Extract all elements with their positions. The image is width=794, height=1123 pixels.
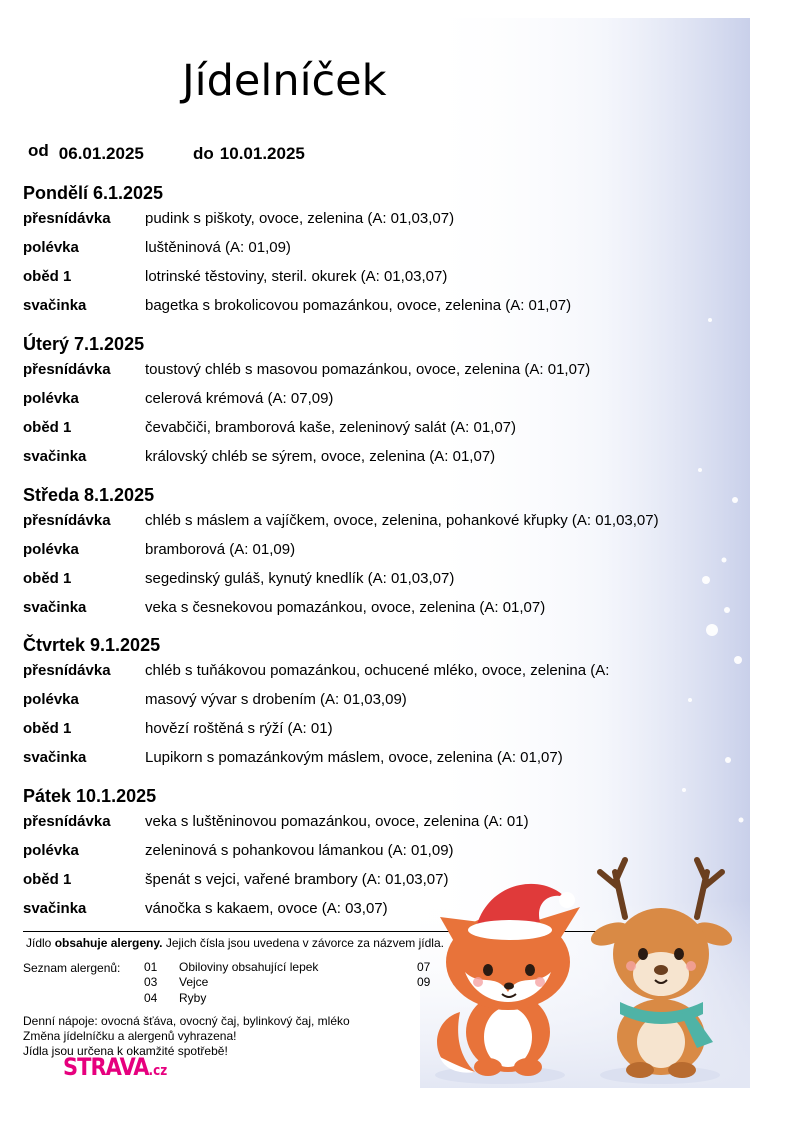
allergen-code: 07 [417,960,431,974]
meal-type: polévka [23,541,79,558]
meal-food: čevabčiči, bramborová kaše, zeleninový salát (A: 01,07) [145,419,517,436]
logo-suffix: .cz [148,1062,168,1079]
date-to [193,144,305,164]
meal-row [23,448,495,465]
meal-row [23,813,529,830]
date-to-value: 10.01.2025 [219,144,305,163]
meal-row [23,749,563,766]
meal-type: polévka [23,691,79,708]
meal-row [23,541,295,558]
meal-row [23,419,516,436]
allergen-name: Obiloviny obsahující lepek [179,960,319,974]
meal-type: oběd 1 [23,871,72,888]
allergen-list-label: Seznam alergenů: [23,961,121,975]
meal-food: hovězí roštěná s rýží (A: 01) [145,720,333,737]
page-title: Jídelníček [182,56,387,106]
meal-type: polévka [23,239,79,256]
meal-row [23,570,454,587]
meal-type: polévka [23,842,79,859]
meal-row [23,361,590,378]
meal-type: svačinka [23,599,87,616]
meal-food: zeleninová s pohankovou lámankou (A: 01,09) [145,842,454,859]
meal-type: svačinka [23,297,87,314]
meal-food: chléb s máslem a vajíčkem, ovoce, zelenina, pohankové křupky (A: 01,03,07) [145,512,659,529]
meal-food: pudink s piškoty, ovoce, zelenina (A: 01,03,07) [145,210,455,227]
meal-food: vánočka s kakaem, ovoce (A: 03,07) [145,900,388,917]
meal-food: masový vývar s drobením (A: 01,03,09) [145,691,407,708]
deer-illustration [585,842,745,1082]
allergen-note [26,936,444,950]
meal-row [23,512,659,529]
day-title: Pátek 10.1.2025 [23,786,157,806]
meal-type: přesnídávka [23,210,111,227]
meal-type: polévka [23,390,79,407]
footer-drinks: Denní nápoje: ovocná šťáva, ovocný čaj, bylinkový čaj, mléko [23,1014,350,1028]
meal-row [23,900,388,917]
meal-type: oběd 1 [23,720,72,737]
meal-row [23,599,545,616]
meal-type: oběd 1 [23,268,72,285]
meal-type: svačinka [23,749,87,766]
meal-food: lotrinské těstoviny, steril. okurek (A: 01,03,07) [145,268,448,285]
meal-food: bagetka s brokolicovou pomazánkou, ovoce, zelenina (A: 01,07) [145,297,572,314]
meal-food: toustový chléb s masovou pomazánkou, ovoce, zelenina (A: 01,07) [145,361,591,378]
meal-row [23,720,333,737]
meal-row [23,662,609,679]
meal-row [23,871,449,888]
date-to-label: do [193,144,214,163]
meal-food: chléb s tuňákovou pomazánkou, ochucené mléko, ovoce, zelenina (A: [145,662,610,679]
allergen-code: 01 [144,960,158,974]
meal-food: veka s luštěninovou pomazánkou, ovoce, zelenina (A: 01) [145,813,529,830]
footer-change-notice: Změna jídelníčku a alergenů vyhrazena! [23,1029,237,1043]
meal-row [23,842,454,859]
date-from-value: 06.01.2025 [58,144,144,163]
meal-food: celerová krémová (A: 07,09) [145,390,334,407]
meal-type: přesnídávka [23,813,111,830]
meal-row [23,210,454,227]
allergen-note-bold: obsahuje alergeny. [54,936,163,950]
meal-food: luštěninová (A: 01,09) [145,239,291,256]
meal-row [23,268,447,285]
meal-type: svačinka [23,448,87,465]
meal-row [23,297,571,314]
fox-illustration [420,862,590,1082]
meal-food: Lupikorn s pomazánkovým máslem, ovoce, zelenina (A: 01,07) [145,749,563,766]
meal-type: přesnídávka [23,512,111,529]
meal-type: přesnídávka [23,361,111,378]
allergen-note-prefix: Jídlo [26,936,55,950]
meal-type: oběd 1 [23,570,72,587]
strava-logo [63,1053,167,1081]
footer-consumption-notice: Jídla jsou určena k okamžité spotřebě! [23,1044,228,1058]
date-from-label: od [28,141,49,160]
allergen-note-rest: Jejich čísla jsou uvedena v závorce za názvem jídla. [162,936,444,950]
day-title: Středa 8.1.2025 [23,485,155,505]
meal-type: svačinka [23,900,87,917]
meal-type: přesnídávka [23,662,111,679]
allergen-name: Ryby [179,991,207,1005]
date-from [28,141,144,164]
meal-food: královský chléb se sýrem, ovoce, zelenina (A: 01,07) [145,448,496,465]
meal-row [23,239,291,256]
meal-food: špenát s vejci, vařené brambory (A: 01,03,07) [145,871,449,888]
logo-main: STRAVA [63,1053,149,1081]
day-title: Pondělí 6.1.2025 [23,183,164,203]
meal-food: bramborová (A: 01,09) [145,541,296,558]
day-title: Čtvrtek 9.1.2025 [23,635,161,655]
day-title: Úterý 7.1.2025 [23,334,145,354]
meal-row [23,691,407,708]
meal-food: veka s česnekovou pomazánkou, ovoce, zelenina (A: 01,07) [145,599,546,616]
allergen-code: 04 [144,991,158,1005]
meal-type: oběd 1 [23,419,72,436]
meal-row [23,390,333,407]
allergen-code: 09 [417,975,431,989]
meal-food: segedinský guláš, kynutý knedlík (A: 01,03,07) [145,570,455,587]
allergen-code: 03 [144,975,158,989]
allergen-name: Vejce [179,975,209,989]
